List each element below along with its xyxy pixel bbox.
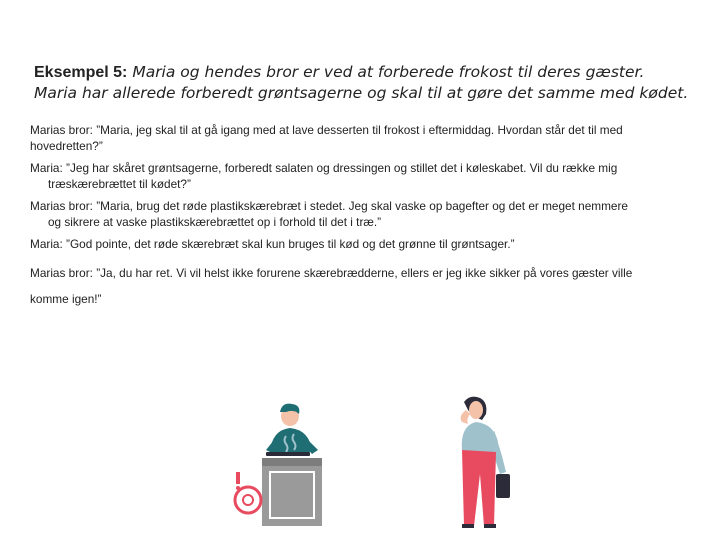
dialogue-text: Marias bror: ”Maria, brug det røde plastikskærebræt i stedet. Jeg skal vaske op bagefter og det er meget nemmere [30, 199, 628, 213]
dialogue [30, 123, 695, 319]
woman-on-phone-icon [440, 394, 530, 530]
dialogue-text: Marias bror: ”Ja, du har ret. Vi vil helst ikke forurene skærebrædderne, ellers er jeg ikke sikker på vores gæster ville [30, 265, 633, 280]
dialogue-text: hovedretten?” [30, 138, 103, 153]
contamination-warning-icon [235, 472, 261, 513]
dialogue-text: Marias bror: ”Maria, jeg skal til at gå igang med at lave desserten til frokost i eftermiddag. Hvordan står det til med [30, 123, 623, 137]
dialogue-line [30, 161, 695, 192]
dialogue-line [30, 260, 695, 312]
dialogue-text: træskærebrættet til kødet?” [48, 176, 191, 191]
scenario-line-2: Maria har allerede forberedt grøntsagerne og skal til at gøre det samme med kødet. [34, 84, 689, 102]
dialogue-text: Maria: ”Jeg har skåret grøntsagerne, forberedt salaten og dressingen og stillet det i køleskabet. Vil du række mig [30, 161, 618, 175]
dialogue-line [30, 123, 695, 154]
scenario-line-1: Maria og hendes bror er ved at forberede frokost til deres gæster. [127, 63, 645, 81]
example-label: Eksempel 5: [34, 64, 128, 81]
dialogue-text: komme igen!” [30, 291, 102, 306]
dialogue-text: og sikrere at vaske plastikskærebrættet op i forhold til det i træ.” [48, 214, 382, 229]
example-heading [34, 62, 704, 104]
dialogue-line [30, 237, 695, 253]
man-cooking-at-stove-icon [228, 400, 328, 528]
dialogue-text: Maria: ”God pointe, det røde skærebræt skal kun bruges til kød og det grønne til grøntsager.” [30, 237, 515, 251]
dialogue-line [30, 199, 695, 230]
